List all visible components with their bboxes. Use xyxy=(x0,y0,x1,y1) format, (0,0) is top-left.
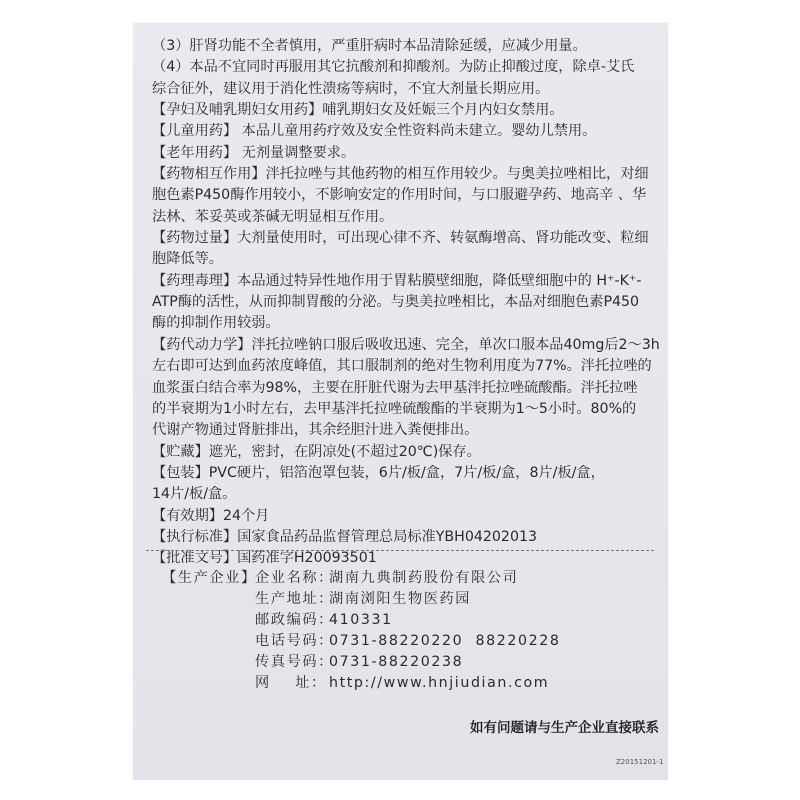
manufacturer-heading: 【生产企业】 xyxy=(162,570,257,586)
text-line: 胞降低等。 xyxy=(152,251,223,268)
text-line: 【包装】PVC硬片，铝箔泡罩包装，6片/板/盒，7片/板/盒，8片/板/盒， xyxy=(152,464,605,481)
text-line: 【药理毒理】本品通过特异性地作用于胃粘膜壁细胞，降低壁细胞中的 H⁺-K⁺- xyxy=(152,272,642,289)
text-line: 【批准文号】国药准字H20093501 xyxy=(152,550,377,567)
text-line: 胞色素P450酶作用较小，不影响安定的作用时间，与口服避孕药、地高辛 、华 xyxy=(152,187,647,204)
dashed-divider xyxy=(146,550,654,551)
text-line: 【药代动力学】泮托拉唑钠口服后吸收迅速、完全，单次口服本品40mg后2～3h xyxy=(152,336,660,353)
manufacturer-label: 邮政编码： xyxy=(255,612,334,628)
manufacturer-row xyxy=(255,568,560,589)
manufacturer-row xyxy=(255,589,560,610)
manufacturer-label: 企业名称： xyxy=(255,570,334,586)
text-line: 【孕妇及哺乳期妇女用药】哺乳期妇女及妊娠三个月内妇女禁用。 xyxy=(152,102,564,119)
manufacturer-details xyxy=(255,568,560,694)
manufacturer-value: http://www.hnjiudian.com xyxy=(329,675,550,691)
text-line: 代谢产物通过肾脏排出，其余经胆汁进入粪便排出。 xyxy=(152,422,479,439)
text-line: （4）本品不宜同时再服用其它抗酸剂和抑酸剂。为防止抑酸过度，除卓-艾氏 xyxy=(152,59,635,76)
manufacturer-value: 0731-88220238 xyxy=(329,654,464,670)
manufacturer-row xyxy=(255,652,560,673)
text-line: 的半衰期为1小时左右，去甲基泮托拉唑硫酸酯的半衰期为1～5小时。80%的 xyxy=(152,400,637,417)
text-line: 酶的抑制作用较弱。 xyxy=(152,315,280,332)
manufacturer-value: 410331 xyxy=(329,612,393,628)
text-line: 【药物相互作用】泮托拉唑与其他药物的相互作用较少。与奥美拉唑相比，对细 xyxy=(152,166,649,183)
text-line: 【儿童用药】 本品儿童用药疗效及安全性资料尚未建立。婴幼儿禁用。 xyxy=(152,123,597,140)
manufacturer-value: 湖南浏阳生物医药园 xyxy=(329,591,472,607)
print-code: Z20151201-1 xyxy=(616,758,664,766)
text-line: 【贮藏】遮光，密封，在阴凉处(不超过20℃)保存。 xyxy=(152,443,481,460)
text-line: 综合征外，建议用于消化性溃疡等病时，不宜大剂量长期应用。 xyxy=(152,80,550,97)
text-line: 【老年用药】 无剂量调整要求。 xyxy=(152,144,356,161)
manufacturer-row xyxy=(255,631,560,652)
leaflet-body xyxy=(152,36,660,570)
contact-notice: 如有问题请与生产企业直接联系 xyxy=(470,720,659,736)
text-line: 血浆蛋白结合率为98%，主要在肝脏代谢为去甲基泮托拉唑硫酸酯。泮托拉唑 xyxy=(152,379,638,396)
manufacturer-row xyxy=(255,610,560,631)
text-line: 左右即可达到血药浓度峰值，其口服制剂的绝对生物利用度为77%。泮托拉唑的 xyxy=(152,358,652,375)
manufacturer-label: 传真号码： xyxy=(255,654,334,670)
text-line: 【有效期】24个月 xyxy=(152,507,270,524)
text-line: ATP酶的活性，从而抑制胃酸的分泌。与奥美拉唑相比，本品对细胞色素P450 xyxy=(152,294,640,311)
manufacturer-label: 网 址： xyxy=(255,675,327,691)
text-line: 【药物过量】大剂量使用时，可出现心律不齐、转氨酶增高、肾功能改变、粒细 xyxy=(152,230,649,247)
text-line: 法林、苯妥英或茶碱无明显相互作用。 xyxy=(152,208,394,225)
text-line: （3）肝肾功能不全者慎用，严重肝病时本品清除延缓，应减少用量。 xyxy=(152,38,587,54)
manufacturer-row xyxy=(255,673,560,694)
manufacturer-label: 生产地址： xyxy=(255,591,334,607)
manufacturer-value: 湖南九典制药股份有限公司 xyxy=(329,570,519,586)
manufacturer-label: 电话号码： xyxy=(255,633,334,649)
text-line: 【执行标准】国家食品药品监督管理总局标准YBH04202013 xyxy=(152,528,538,545)
manufacturer-value: 0731-88220220 88220228 xyxy=(329,633,561,649)
text-line: 14片/板/盒。 xyxy=(152,486,237,503)
